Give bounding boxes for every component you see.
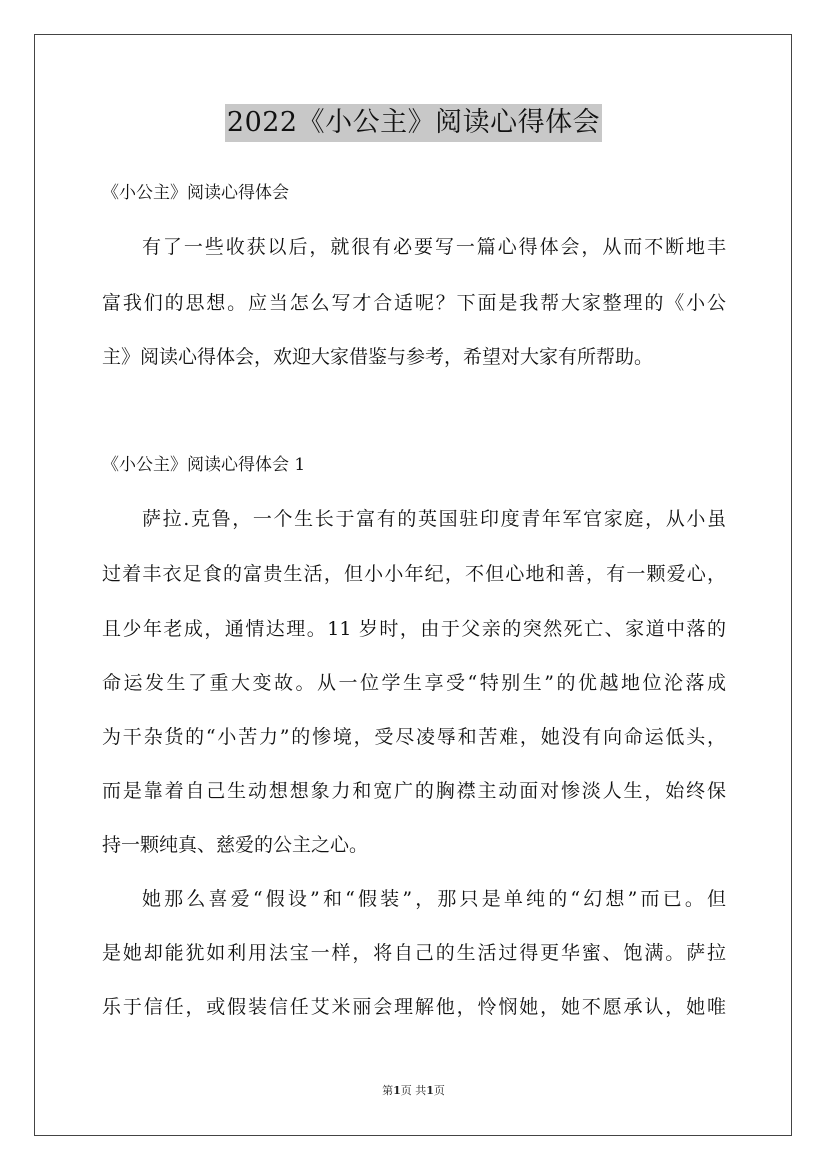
intro-line: 有了一些收获以后，就很有必要写一篇心得体会，从而不断地丰	[142, 236, 726, 258]
title-container	[0, 104, 827, 142]
section-heading: 《小公主》阅读心得体会 1	[102, 455, 306, 475]
page-label-suffix: 页	[433, 1084, 445, 1097]
page-total-number: 1	[426, 1084, 434, 1097]
paragraph-line: 命运发生了重大变故。从一位学生享受“特别生”的优越地位沦落成	[102, 672, 726, 694]
paragraph-line: 且少年老成，通情达理。11 岁时，由于父亲的突然死亡、家道中落的	[102, 618, 726, 640]
intro-line: 富我们的思想。应当怎么写才合适呢？下面是我帮大家整理的《小公	[102, 292, 726, 314]
page-label-prefix: 第	[382, 1084, 394, 1097]
paragraph-line: 过着丰衣足食的富贵生活，但小小年纪，不但心地和善，有一颗爱心，	[102, 563, 726, 585]
paragraph-line: 持一颗纯真、慈爱的公主之心。	[102, 834, 369, 856]
document-subtitle: 《小公主》阅读心得体会	[102, 183, 289, 203]
paragraph-line: 萨拉.克鲁，一个生长于富有的英国驻印度青年军官家庭，从小虽	[142, 508, 726, 530]
paragraph-line: 乐于信任，或假装信任艾米丽会理解他，怜悯她，她不愿承认，她唯	[102, 996, 726, 1018]
document-title: 2022《小公主》阅读心得体会	[225, 104, 602, 142]
paragraph-line: 而是靠着自己生动想想象力和宽广的胸襟主动面对惨淡人生，始终保	[102, 780, 726, 802]
page-current-number: 1	[393, 1084, 401, 1097]
paragraph-line: 为干杂货的“小苦力”的惨境，受尽凌辱和苦难，她没有向命运低头，	[102, 726, 726, 748]
page-label-mid: 页 共	[400, 1084, 427, 1097]
intro-line: 主》阅读心得体会，欢迎大家借鉴与参考，希望对大家有所帮助。	[102, 346, 654, 368]
page-footer	[0, 1083, 827, 1099]
paragraph-line: 是她却能犹如利用法宝一样，将自己的生活过得更华蜜、饱满。萨拉	[102, 942, 726, 964]
paragraph-line: 她那么喜爱“假设”和“假装”，那只是单纯的“幻想”而已。但	[142, 888, 726, 910]
